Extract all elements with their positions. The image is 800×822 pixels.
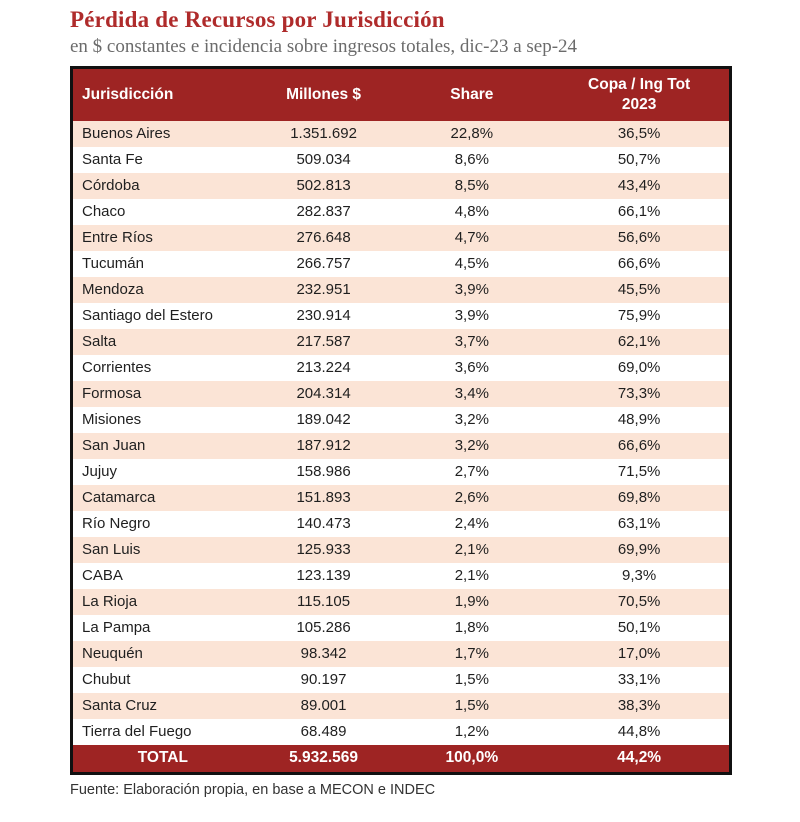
share-cell: 2,6% (394, 485, 549, 511)
millones-cell: 230.914 (253, 303, 395, 329)
share-cell: 1,8% (394, 615, 549, 641)
table-row (72, 563, 731, 589)
table-row (72, 641, 731, 667)
table-row (72, 485, 731, 511)
jurisdiction-cell: Misiones (72, 407, 253, 433)
copa-cell: 38,3% (549, 693, 730, 719)
share-cell: 22,8% (394, 121, 549, 147)
jurisdiction-cell: Mendoza (72, 277, 253, 303)
jurisdiction-cell: San Luis (72, 537, 253, 563)
share-cell: 1,2% (394, 719, 549, 745)
share-cell: 4,7% (394, 225, 549, 251)
column-header-jurisdiccion: Jurisdicción (72, 68, 253, 121)
table-row (72, 589, 731, 615)
millones-cell: 125.933 (253, 537, 395, 563)
jurisdiction-cell: Corrientes (72, 355, 253, 381)
table-footer (72, 745, 731, 774)
share-cell: 3,2% (394, 433, 549, 459)
share-cell: 8,6% (394, 147, 549, 173)
jurisdiction-cell: Río Negro (72, 511, 253, 537)
table-row (72, 381, 731, 407)
total-row (72, 745, 731, 774)
share-cell: 1,5% (394, 693, 549, 719)
jurisdiction-cell: CABA (72, 563, 253, 589)
copa-cell: 66,6% (549, 433, 730, 459)
millones-cell: 213.224 (253, 355, 395, 381)
column-header-copa-ing-tot (549, 68, 730, 121)
table-header (72, 68, 731, 121)
jurisdiction-cell: Santiago del Estero (72, 303, 253, 329)
millones-cell: 266.757 (253, 251, 395, 277)
millones-cell: 158.986 (253, 459, 395, 485)
copa-cell: 66,6% (549, 251, 730, 277)
share-cell: 1,5% (394, 667, 549, 693)
jurisdiction-cell: Santa Cruz (72, 693, 253, 719)
millones-cell: 89.001 (253, 693, 395, 719)
table-row (72, 537, 731, 563)
table-row (72, 225, 731, 251)
millones-cell: 105.286 (253, 615, 395, 641)
jurisdiction-cell: Santa Fe (72, 147, 253, 173)
share-cell: 3,6% (394, 355, 549, 381)
millones-cell: 217.587 (253, 329, 395, 355)
jurisdiction-cell: Salta (72, 329, 253, 355)
millones-cell: 123.139 (253, 563, 395, 589)
jurisdiction-cell: Buenos Aires (72, 121, 253, 147)
millones-cell: 90.197 (253, 667, 395, 693)
copa-cell: 45,5% (549, 277, 730, 303)
jurisdiction-cell: La Pampa (72, 615, 253, 641)
copa-cell: 69,9% (549, 537, 730, 563)
table-row (72, 511, 731, 537)
share-cell: 2,7% (394, 459, 549, 485)
table-body (72, 121, 731, 745)
share-cell: 2,4% (394, 511, 549, 537)
table-row (72, 693, 731, 719)
copa-cell: 70,5% (549, 589, 730, 615)
share-cell: 3,9% (394, 303, 549, 329)
jurisdiction-cell: Chubut (72, 667, 253, 693)
header-row (72, 68, 731, 121)
table-row (72, 303, 731, 329)
jurisdiction-cell: San Juan (72, 433, 253, 459)
copa-cell: 62,1% (549, 329, 730, 355)
millones-cell: 204.314 (253, 381, 395, 407)
table-row (72, 667, 731, 693)
copa-cell: 9,3% (549, 563, 730, 589)
copa-cell: 63,1% (549, 511, 730, 537)
copa-cell: 43,4% (549, 173, 730, 199)
share-cell: 3,4% (394, 381, 549, 407)
page-title: Pérdida de Recursos por Jurisdicción (70, 7, 445, 32)
jurisdiction-cell: Tierra del Fuego (72, 719, 253, 745)
millones-cell: 140.473 (253, 511, 395, 537)
share-cell: 3,7% (394, 329, 549, 355)
share-cell: 1,7% (394, 641, 549, 667)
table-row (72, 719, 731, 745)
millones-cell: 68.489 (253, 719, 395, 745)
copa-cell: 50,7% (549, 147, 730, 173)
column-header-share: Share (394, 68, 549, 121)
table-row (72, 277, 731, 303)
share-cell: 3,9% (394, 277, 549, 303)
table-row (72, 251, 731, 277)
share-cell: 8,5% (394, 173, 549, 199)
jurisdiction-cell: Entre Ríos (72, 225, 253, 251)
copa-cell: 17,0% (549, 641, 730, 667)
millones-cell: 502.813 (253, 173, 395, 199)
total-millones-cell: 5.932.569 (253, 745, 395, 774)
source-note: Fuente: Elaboración propia, en base a MECON e INDEC (70, 782, 436, 798)
copa-cell: 50,1% (549, 615, 730, 641)
table-row (72, 407, 731, 433)
jurisdiction-cell: Formosa (72, 381, 253, 407)
share-cell: 2,1% (394, 563, 549, 589)
table-row (72, 121, 731, 147)
share-cell: 1,9% (394, 589, 549, 615)
millones-cell: 509.034 (253, 147, 395, 173)
table-row (72, 199, 731, 225)
millones-cell: 187.912 (253, 433, 395, 459)
share-cell: 4,5% (394, 251, 549, 277)
total-copa-cell: 44,2% (549, 745, 730, 774)
table-row (72, 459, 731, 485)
millones-cell: 189.042 (253, 407, 395, 433)
copa-cell: 44,8% (549, 719, 730, 745)
share-cell: 3,2% (394, 407, 549, 433)
page-subtitle: en $ constantes e incidencia sobre ingresos totales, dic-23 a sep-24 (70, 36, 578, 57)
table-row (72, 355, 731, 381)
millones-cell: 98.342 (253, 641, 395, 667)
table-row (72, 147, 731, 173)
table-row (72, 433, 731, 459)
jurisdiction-cell: Córdoba (72, 173, 253, 199)
copa-cell: 73,3% (549, 381, 730, 407)
table-row (72, 329, 731, 355)
millones-cell: 232.951 (253, 277, 395, 303)
millones-cell: 115.105 (253, 589, 395, 615)
total-label-cell: TOTAL (72, 745, 253, 774)
jurisdiction-cell: Jujuy (72, 459, 253, 485)
jurisdiction-cell: Chaco (72, 199, 253, 225)
copa-cell: 66,1% (549, 199, 730, 225)
share-cell: 2,1% (394, 537, 549, 563)
jurisdiction-cell: Tucumán (72, 251, 253, 277)
copa-cell: 48,9% (549, 407, 730, 433)
copa-cell: 56,6% (549, 225, 730, 251)
jurisdiction-cell: Catamarca (72, 485, 253, 511)
jurisdiction-cell: La Rioja (72, 589, 253, 615)
copa-cell: 71,5% (549, 459, 730, 485)
copa-cell: 36,5% (549, 121, 730, 147)
millones-cell: 1.351.692 (253, 121, 395, 147)
copa-cell: 75,9% (549, 303, 730, 329)
jurisdiction-cell: Neuquén (72, 641, 253, 667)
column-header-copa-ing-tot-label: Copa / Ing Tot 2023 (588, 76, 691, 113)
total-share-cell: 100,0% (394, 745, 549, 774)
table-row (72, 615, 731, 641)
millones-cell: 276.648 (253, 225, 395, 251)
millones-cell: 282.837 (253, 199, 395, 225)
copa-cell: 69,8% (549, 485, 730, 511)
copa-cell: 69,0% (549, 355, 730, 381)
table-row (72, 173, 731, 199)
copa-cell: 33,1% (549, 667, 730, 693)
column-header-millones: Millones $ (253, 68, 395, 121)
jurisdiction-loss-table (70, 66, 732, 775)
millones-cell: 151.893 (253, 485, 395, 511)
share-cell: 4,8% (394, 199, 549, 225)
